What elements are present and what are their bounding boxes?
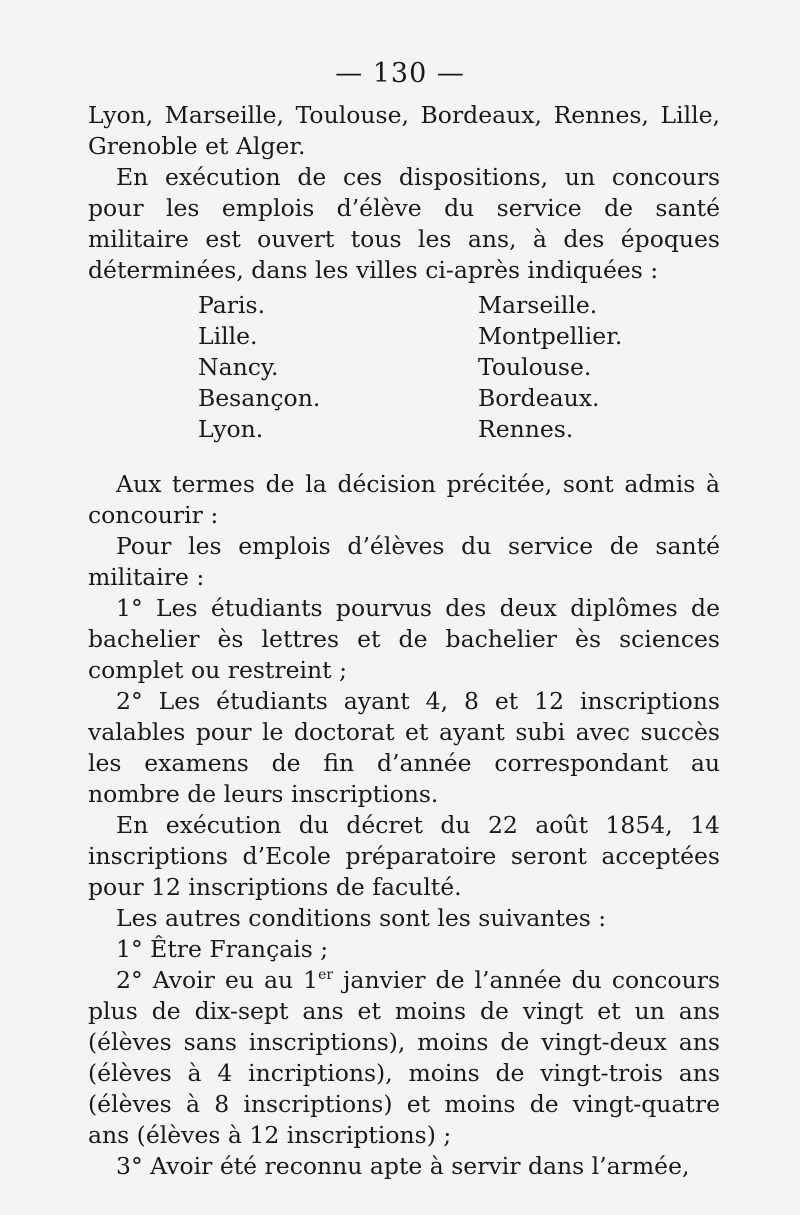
page-number: — 130 —: [335, 58, 465, 89]
paragraph-3: Aux termes de la décision précitée, sont admis à concourir :: [88, 470, 720, 529]
city-right-3: Toulouse.: [478, 353, 592, 381]
paragraph-10-end: janvier de l’année du concours plus de dix-sept ans et moins de vingt et un ans (élèves sans inscriptions), moins de vingt-deux ans (élèves à 4 incriptions), moins de vingt-trois ans (élèves à 8 inscriptions) et moins de vingt-quatre ans (élèves à 12 inscriptions) ;: [88, 966, 721, 1149]
city-left-3: Nancy.: [198, 353, 279, 381]
paragraph-10-superscript: er: [318, 967, 334, 984]
paragraph-10: [88, 965, 720, 1151]
paragraph-2: En exécution de ces dispositions, un concours pour les emplois d’élève du service de santé militaire est ouvert tous les ans, à des époques déterminées, dans les villes ci-après indiquées :: [88, 163, 720, 284]
city-right-1: Marseille.: [478, 291, 598, 319]
city-left-1: Paris.: [198, 291, 266, 319]
paragraph-11: 3° Avoir été reconnu apte à servir dans l’armée,: [116, 1152, 690, 1180]
paragraph-5: 1° Les étudiants pourvus des deux diplômes de bachelier ès lettres et de bachelier ès sciences complet ou restreint ;: [88, 594, 720, 684]
paragraph-1: Lyon, Marseille, Toulouse, Bordeaux, Rennes, Lille, Grenoble et Alger.: [88, 101, 720, 160]
paragraph-10-start: 2° Avoir eu au 1: [116, 966, 319, 994]
paragraph-8: Les autres conditions sont les suivantes :: [116, 904, 607, 932]
paragraph-9: 1° Être Français ;: [116, 935, 329, 963]
paragraph-4: Pour les emplois d’élèves du service de santé militaire :: [88, 532, 720, 591]
city-right-5: Rennes.: [478, 415, 574, 443]
city-left-4: Besançon.: [198, 384, 321, 412]
spacer: [88, 451, 720, 469]
paragraph-6: 2° Les étudiants ayant 4, 8 et 12 inscriptions valables pour le doctorat et ayant subi avec succès les examens de fin d’année correspondant au nombre de leurs inscriptions.: [88, 687, 720, 808]
city-right-4: Bordeaux.: [478, 384, 600, 412]
city-list: [198, 290, 720, 445]
city-left-2: Lille.: [198, 322, 258, 350]
body-text: [88, 100, 720, 1182]
city-right-2: Montpellier.: [478, 322, 623, 350]
paragraph-7: En exécution du décret du 22 août 1854, 14 inscriptions d’Ecole préparatoire seront acceptées pour 12 inscriptions de faculté.: [88, 811, 720, 901]
city-left-5: Lyon.: [198, 415, 264, 443]
